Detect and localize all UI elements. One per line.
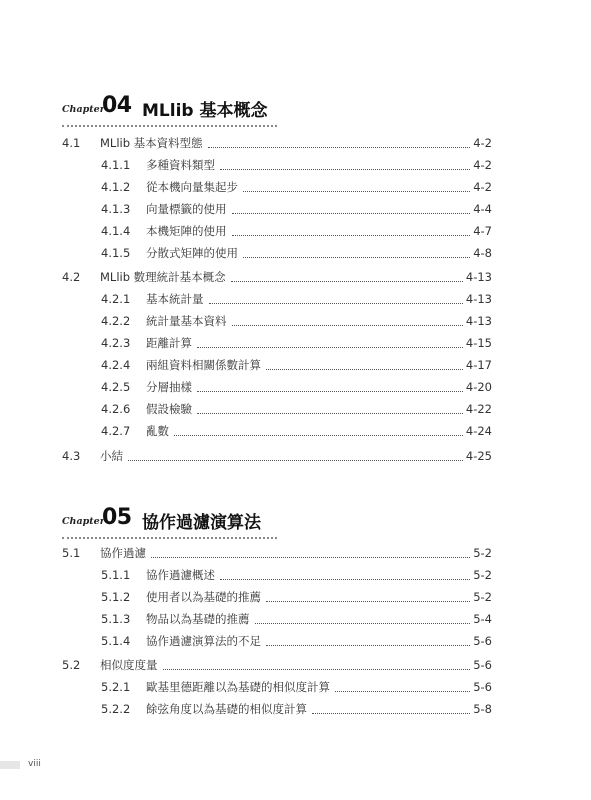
toc-row[interactable]: [62, 700, 492, 718]
entry-title: 兩組資料相關係數計算: [146, 358, 261, 372]
toc-row[interactable]: [62, 678, 492, 696]
dot-leader: [232, 235, 471, 236]
chapter-05: [62, 505, 502, 716]
toc-row[interactable]: [62, 178, 492, 196]
dot-leader: [232, 213, 471, 214]
toc-row[interactable]: [62, 222, 492, 240]
entry-title: 本機矩陣的使用: [146, 224, 227, 238]
chapter-heading: [62, 505, 502, 534]
entry-number: 4.1.1: [101, 158, 131, 172]
dot-leader: [197, 391, 463, 392]
entry-number: 5.2.2: [101, 702, 131, 716]
entry-page: 5-4: [473, 612, 492, 626]
toc-row[interactable]: [62, 200, 492, 218]
entry-number: 4.2: [62, 270, 81, 284]
dot-leader: [335, 691, 470, 692]
entry-number: 4.1.2: [101, 180, 131, 194]
dot-leader: [231, 281, 463, 282]
toc-row[interactable]: [62, 334, 492, 352]
entry-number: 4.1.3: [101, 202, 131, 216]
entry-page: 4-13: [465, 314, 492, 328]
chapter-title: 協作過濾演算法: [142, 513, 261, 533]
entry-page: 4-13: [465, 292, 492, 306]
entry-title: 統計量基本資料: [146, 314, 227, 328]
dot-leader: [243, 257, 470, 258]
chapter-title: MLlib 基本概念: [142, 101, 268, 121]
entry-number: 5.1.3: [101, 612, 131, 626]
chapter-word: Chapter: [62, 516, 105, 527]
entry-number: 4.2.3: [101, 336, 131, 350]
chapter-number: 05: [102, 505, 132, 530]
entry-number: 5.1.2: [101, 590, 131, 604]
dot-leader: [220, 169, 470, 170]
chapter-dotted-rule: [62, 125, 277, 127]
dot-leader: [209, 303, 463, 304]
entry-title: 使用者以為基礎的推薦: [146, 590, 261, 604]
dot-leader: [151, 557, 470, 558]
footer-tab: [0, 761, 20, 769]
entry-number: 5.2: [62, 658, 81, 672]
entry-number: 4.2.7: [101, 424, 131, 438]
dot-leader: [243, 191, 470, 192]
dot-leader: [163, 669, 471, 670]
entry-number: 4.2.5: [101, 380, 131, 394]
entry-page: 5-8: [473, 702, 492, 716]
entry-title: 相似度度量: [100, 658, 158, 672]
toc-row[interactable]: [62, 588, 492, 606]
toc-row[interactable]: [62, 422, 492, 440]
toc-row[interactable]: [62, 290, 492, 308]
entry-page: 5-6: [473, 658, 492, 672]
entry-page: 5-2: [473, 546, 492, 560]
entry-title: 協作過濾: [100, 546, 146, 560]
dot-leader: [220, 579, 470, 580]
toc-row[interactable]: [62, 244, 492, 262]
entry-number: 4.1.4: [101, 224, 131, 238]
toc-row[interactable]: [62, 134, 492, 152]
entry-number: 4.2.6: [101, 402, 131, 416]
entry-title: 小結: [100, 449, 123, 463]
entry-title: 協作過濾演算法的不足: [146, 634, 261, 648]
entry-title: 從本機向量集起步: [146, 180, 238, 194]
entry-page: 4-15: [465, 336, 492, 350]
chapter-dotted-rule: [62, 537, 277, 539]
entry-page: 4-8: [473, 246, 492, 260]
entry-title: 假設檢驗: [146, 402, 192, 416]
entry-page: 5-6: [473, 634, 492, 648]
entry-page: 4-4: [473, 202, 492, 216]
entry-number: 4.3: [62, 449, 81, 463]
entry-page: 4-24: [465, 424, 492, 438]
entry-number: 4.1: [62, 136, 81, 150]
entry-number: 4.2.4: [101, 358, 131, 372]
entry-page: 4-20: [465, 380, 492, 394]
toc-row[interactable]: [62, 632, 492, 650]
entry-number: 4.2.1: [101, 292, 131, 306]
dot-leader: [128, 460, 463, 461]
chapter-heading: [62, 93, 502, 122]
toc-row[interactable]: [62, 447, 492, 465]
dot-leader: [197, 347, 463, 348]
page-number: viii: [28, 759, 41, 769]
toc-row[interactable]: [62, 312, 492, 330]
entry-title: MLlib 數理統計基本概念: [100, 270, 226, 284]
toc-row[interactable]: [62, 156, 492, 174]
entry-page: 5-2: [473, 590, 492, 604]
chapter-number: 04: [102, 93, 132, 118]
entry-title: 向量標籤的使用: [146, 202, 227, 216]
dot-leader: [255, 623, 471, 624]
toc-row[interactable]: [62, 566, 492, 584]
toc-row[interactable]: [62, 356, 492, 374]
entry-number: 4.1.5: [101, 246, 131, 260]
dot-leader: [266, 645, 470, 646]
entry-title: 餘弦角度以為基礎的相似度計算: [146, 702, 307, 716]
dot-leader: [312, 713, 470, 714]
entry-number: 5.2.1: [101, 680, 131, 694]
dot-leader: [266, 369, 463, 370]
entry-page: 4-2: [473, 158, 492, 172]
entry-number: 5.1: [62, 546, 81, 560]
entry-page: 5-2: [473, 568, 492, 582]
dot-leader: [232, 325, 463, 326]
entry-page: 4-22: [465, 402, 492, 416]
dot-leader: [197, 413, 463, 414]
entry-title: 物品以為基礎的推薦: [146, 612, 250, 626]
entry-title: 亂數: [146, 424, 169, 438]
entry-number: 5.1.4: [101, 634, 131, 648]
toc-row[interactable]: [62, 400, 492, 418]
dot-leader: [208, 147, 471, 148]
entry-title: 協作過濾概述: [146, 568, 215, 582]
entry-title: 分層抽樣: [146, 380, 192, 394]
entry-page: 4-2: [473, 180, 492, 194]
toc-row[interactable]: [62, 610, 492, 628]
entry-page: 5-6: [473, 680, 492, 694]
toc-row[interactable]: [62, 378, 492, 396]
entry-title: 多種資料類型: [146, 158, 215, 172]
entry-page: 4-17: [465, 358, 492, 372]
entry-page: 4-7: [473, 224, 492, 238]
toc-row[interactable]: [62, 656, 492, 674]
chapter-word: Chapter: [62, 104, 105, 115]
entry-page: 4-2: [473, 136, 492, 150]
entry-title: 距離計算: [146, 336, 192, 350]
toc-row[interactable]: [62, 544, 492, 562]
entry-title: 歐基里德距離以為基礎的相似度計算: [146, 680, 330, 694]
entry-page: 4-25: [465, 449, 492, 463]
entry-title: 分散式矩陣的使用: [146, 246, 238, 260]
chapter-04: [62, 93, 502, 463]
entry-page: 4-13: [465, 270, 492, 284]
entry-title: MLlib 基本資料型態: [100, 136, 203, 150]
entry-title: 基本統計量: [146, 292, 204, 306]
dot-leader: [174, 435, 463, 436]
entry-number: 4.2.2: [101, 314, 131, 328]
entry-number: 5.1.1: [101, 568, 131, 582]
toc-row[interactable]: [62, 268, 492, 286]
dot-leader: [266, 601, 470, 602]
